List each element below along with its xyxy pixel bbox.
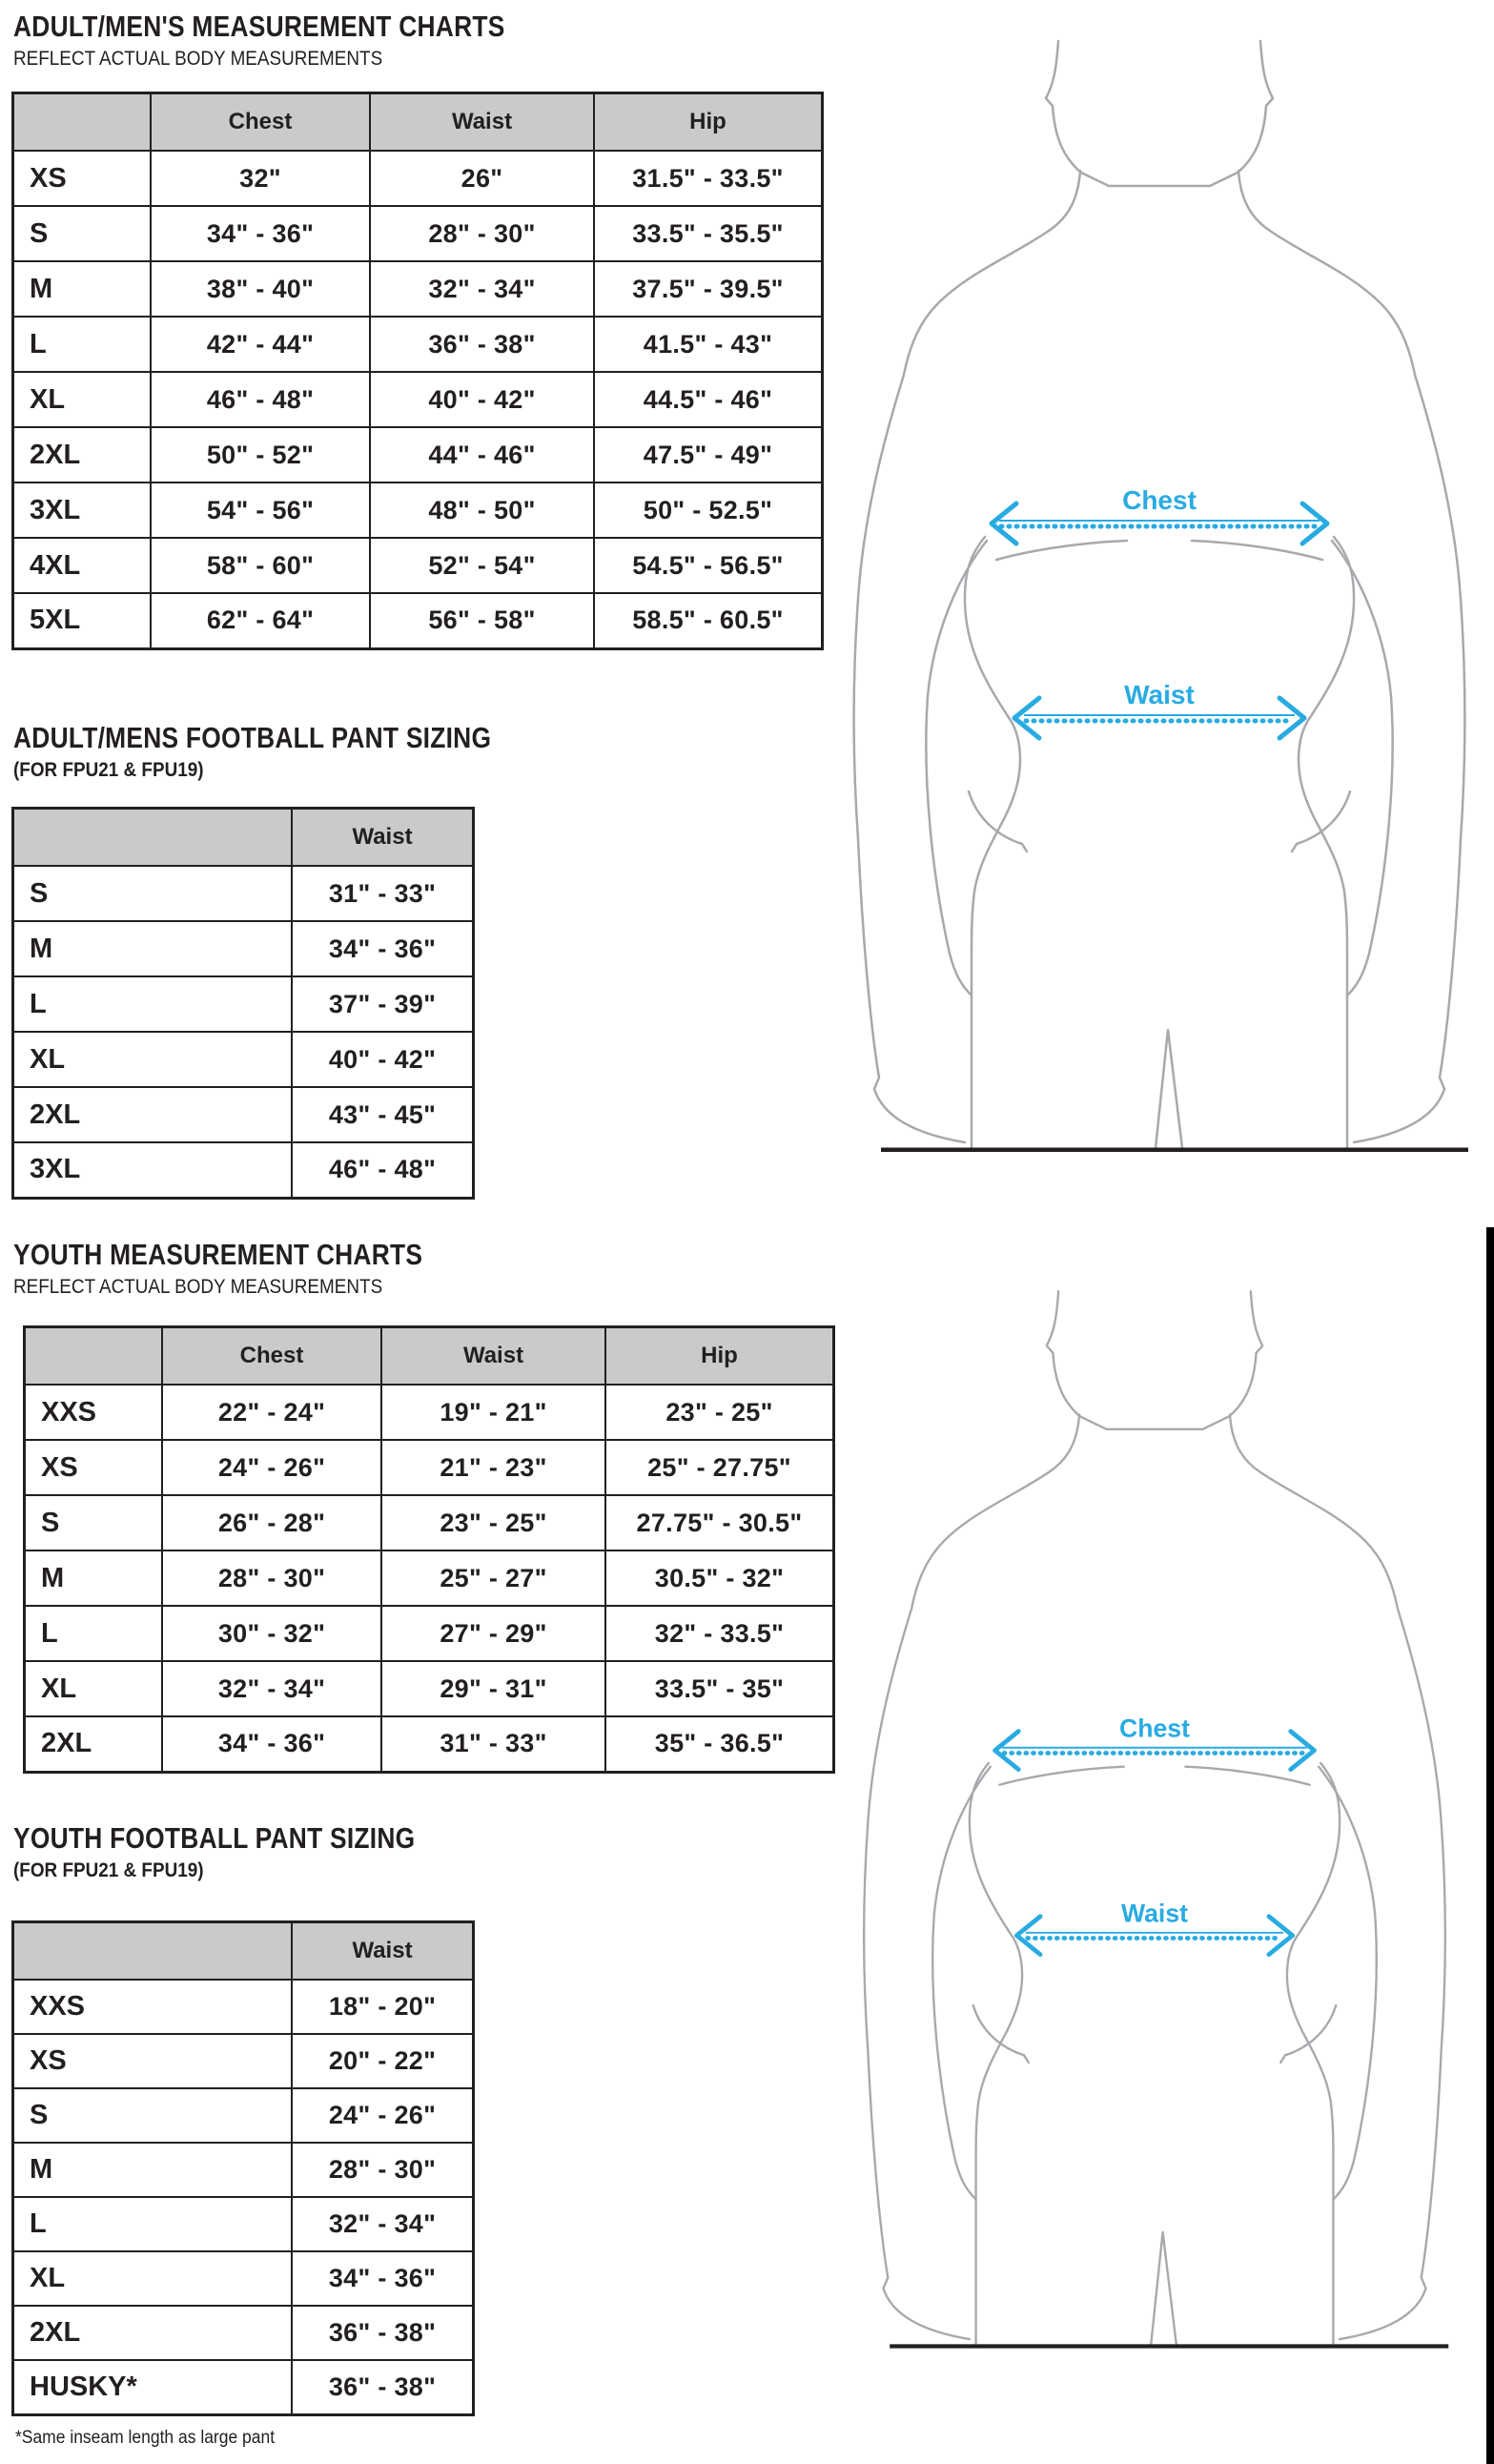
table-row xyxy=(25,1385,834,1440)
section-adult-measurement xyxy=(13,10,592,71)
column-header: Waist xyxy=(381,1327,605,1386)
measurement-cell: 47.5" - 49" xyxy=(594,427,823,483)
measurement-cell: 32" xyxy=(151,151,370,206)
table-row xyxy=(13,2088,474,2143)
section-title: ADULT/MEN'S MEASUREMENT CHARTS xyxy=(13,10,505,43)
table-row xyxy=(13,261,823,317)
table-header-row xyxy=(13,93,823,152)
measurement-cell: 41.5" - 43" xyxy=(594,317,823,372)
measurement-cell: 37" - 39" xyxy=(292,976,474,1032)
size-label: 4XL xyxy=(13,538,152,593)
table-header-row xyxy=(25,1327,834,1386)
size-label: L xyxy=(13,2197,293,2251)
size-label: 2XL xyxy=(13,427,152,483)
table-corner-cell xyxy=(13,1922,293,1981)
size-label: L xyxy=(25,1606,163,1661)
measurement-cell: 23" - 25" xyxy=(381,1495,605,1550)
table-row xyxy=(13,206,823,261)
page-edge-bar xyxy=(1486,1227,1494,2464)
measurement-cell: 36" - 38" xyxy=(292,2360,474,2414)
measurement-cell: 37.5" - 39.5" xyxy=(594,261,823,317)
measurement-cell: 50" - 52" xyxy=(151,427,370,483)
table-row xyxy=(13,1142,474,1198)
measurement-cell: 46" - 48" xyxy=(151,372,370,427)
section-youth-measurement xyxy=(13,1238,495,1299)
section-title: ADULT/MENS FOOTBALL PANT SIZING xyxy=(13,721,492,754)
measurement-cell: 33.5" - 35.5" xyxy=(594,206,823,261)
table-row xyxy=(25,1661,834,1716)
table-row xyxy=(13,317,823,372)
section-youth-pant xyxy=(13,1821,486,1882)
size-label: S xyxy=(13,206,152,261)
size-label: 2XL xyxy=(13,1087,293,1142)
measurement-cell: 36" - 38" xyxy=(370,317,594,372)
table-row xyxy=(13,976,474,1032)
youth-body-diagram xyxy=(837,1268,1472,2349)
size-label: XL xyxy=(25,1661,163,1716)
section-title: YOUTH MEASUREMENT CHARTS xyxy=(13,1238,423,1271)
measurement-cell: 27" - 29" xyxy=(381,1606,605,1661)
measurement-cell: 25" - 27.75" xyxy=(605,1440,834,1495)
measurement-cell: 31" - 33" xyxy=(381,1716,605,1772)
table-header-row xyxy=(13,809,474,867)
table-row xyxy=(13,921,474,976)
size-label: XL xyxy=(13,1032,293,1087)
measurement-cell: 58" - 60" xyxy=(151,538,370,593)
table-corner-cell xyxy=(13,93,152,152)
measurement-cell: 27.75" - 30.5" xyxy=(605,1495,834,1550)
column-header: Waist xyxy=(292,1922,474,1981)
measurement-cell: 36" - 38" xyxy=(292,2306,474,2360)
table-row xyxy=(13,1032,474,1087)
table-row xyxy=(13,866,474,921)
column-header: Chest xyxy=(151,93,370,152)
section-adult-pant xyxy=(13,721,576,782)
measurement-cell: 25" - 27" xyxy=(381,1550,605,1606)
table-row xyxy=(25,1606,834,1661)
measurement-cell: 28" - 30" xyxy=(162,1550,381,1606)
size-label: 2XL xyxy=(25,1716,163,1772)
table-row xyxy=(13,483,823,538)
section-subtitle: REFLECT ACTUAL BODY MEASUREMENTS xyxy=(13,47,383,70)
size-label: M xyxy=(13,921,293,976)
measurement-cell: 54" - 56" xyxy=(151,483,370,538)
measurement-cell: 44.5" - 46" xyxy=(594,372,823,427)
measurement-cell: 18" - 20" xyxy=(292,1980,474,2034)
table-row xyxy=(13,2197,474,2251)
table-row xyxy=(25,1440,834,1495)
measurement-cell: 24" - 26" xyxy=(292,2088,474,2143)
measurement-cell: 28" - 30" xyxy=(292,2143,474,2197)
size-label: S xyxy=(13,866,293,921)
measurement-cell: 33.5" - 35" xyxy=(605,1661,834,1716)
adult-measurement-table xyxy=(11,92,824,650)
measurement-cell: 32" - 34" xyxy=(370,261,594,317)
size-label: 2XL xyxy=(13,2306,293,2360)
measurement-cell: 34" - 36" xyxy=(162,1716,381,1772)
measurement-cell: 40" - 42" xyxy=(370,372,594,427)
measurement-cell: 34" - 36" xyxy=(292,2251,474,2306)
measurement-cell: 28" - 30" xyxy=(370,206,594,261)
table-row xyxy=(25,1495,834,1550)
table-row xyxy=(13,372,823,427)
size-label: L xyxy=(13,317,152,372)
footnote: *Same inseam length as large pant xyxy=(15,2428,276,2448)
youth-measurement-table xyxy=(23,1325,835,1774)
size-label: S xyxy=(25,1495,163,1550)
section-subtitle: (FOR FPU21 & FPU19) xyxy=(13,758,204,781)
table-row xyxy=(13,538,823,593)
measurement-cell: 43" - 45" xyxy=(292,1087,474,1142)
adult-body-diagram xyxy=(826,17,1493,1152)
measurement-cell: 54.5" - 56.5" xyxy=(594,538,823,593)
size-label: XS xyxy=(13,151,152,206)
table-row xyxy=(13,427,823,483)
size-label: HUSKY* xyxy=(13,2360,293,2414)
size-label: XS xyxy=(25,1440,163,1495)
youth-pant-table xyxy=(11,1920,475,2416)
measurement-cell: 26" xyxy=(370,151,594,206)
section-subtitle: REFLECT ACTUAL BODY MEASUREMENTS xyxy=(13,1275,383,1298)
size-label: XL xyxy=(13,2251,293,2306)
measurement-cell: 35" - 36.5" xyxy=(605,1716,834,1772)
size-label: 3XL xyxy=(13,1142,293,1198)
table-row xyxy=(13,593,823,648)
table-row xyxy=(13,1087,474,1142)
measurement-cell: 19" - 21" xyxy=(381,1385,605,1440)
measurement-cell: 34" - 36" xyxy=(292,921,474,976)
column-header: Hip xyxy=(605,1327,834,1386)
measurement-cell: 50" - 52.5" xyxy=(594,483,823,538)
measurement-cell: 29" - 31" xyxy=(381,1661,605,1716)
measurement-cell: 21" - 23" xyxy=(381,1440,605,1495)
measurement-cell: 34" - 36" xyxy=(151,206,370,261)
column-header: Chest xyxy=(162,1327,381,1386)
table-corner-cell xyxy=(25,1327,163,1386)
size-label: L xyxy=(13,976,293,1032)
size-label: M xyxy=(13,261,152,317)
table-row xyxy=(13,2034,474,2088)
table-row xyxy=(13,2360,474,2414)
measurement-cell: 30.5" - 32" xyxy=(605,1550,834,1606)
table-row xyxy=(13,2143,474,2197)
measurement-cell: 38" - 40" xyxy=(151,261,370,317)
measurement-cell: 31" - 33" xyxy=(292,866,474,921)
measurement-cell: 32" - 34" xyxy=(292,2197,474,2251)
measurement-cell: 48" - 50" xyxy=(370,483,594,538)
size-label: XS xyxy=(13,2034,293,2088)
measurement-cell: 20" - 22" xyxy=(292,2034,474,2088)
measurement-cell: 40" - 42" xyxy=(292,1032,474,1087)
section-title: YOUTH FOOTBALL PANT SIZING xyxy=(13,1821,416,1855)
measurement-cell: 30" - 32" xyxy=(162,1606,381,1661)
measurement-cell: 31.5" - 33.5" xyxy=(594,151,823,206)
size-label: M xyxy=(13,2143,293,2197)
column-header: Waist xyxy=(370,93,594,152)
size-label: M xyxy=(25,1550,163,1606)
column-header: Waist xyxy=(292,809,474,867)
size-label: XXS xyxy=(25,1385,163,1440)
measurement-cell: 22" - 24" xyxy=(162,1385,381,1440)
section-subtitle: (FOR FPU21 & FPU19) xyxy=(13,1858,204,1881)
table-row xyxy=(25,1716,834,1772)
table-row xyxy=(13,2306,474,2360)
measurement-cell: 42" - 44" xyxy=(151,317,370,372)
measurement-cell: 26" - 28" xyxy=(162,1495,381,1550)
column-header: Hip xyxy=(594,93,823,152)
measurement-cell: 32" - 34" xyxy=(162,1661,381,1716)
measurement-cell: 58.5" - 60.5" xyxy=(594,593,823,648)
table-row xyxy=(13,1980,474,2034)
table-row xyxy=(13,151,823,206)
table-corner-cell xyxy=(13,809,293,867)
measurement-cell: 56" - 58" xyxy=(370,593,594,648)
measurement-cell: 23" - 25" xyxy=(605,1385,834,1440)
measurement-cell: 24" - 26" xyxy=(162,1440,381,1495)
size-label: S xyxy=(13,2088,293,2143)
size-label: XXS xyxy=(13,1980,293,2034)
size-label: 3XL xyxy=(13,483,152,538)
size-label: 5XL xyxy=(13,593,152,648)
measurement-cell: 52" - 54" xyxy=(370,538,594,593)
measurement-cell: 44" - 46" xyxy=(370,427,594,483)
table-row xyxy=(25,1550,834,1606)
table-row xyxy=(13,2251,474,2306)
measurement-cell: 62" - 64" xyxy=(151,593,370,648)
table-header-row xyxy=(13,1922,474,1981)
measurement-cell: 46" - 48" xyxy=(292,1142,474,1198)
measurement-cell: 32" - 33.5" xyxy=(605,1606,834,1661)
adult-pant-table xyxy=(11,807,475,1200)
size-label: XL xyxy=(13,372,152,427)
